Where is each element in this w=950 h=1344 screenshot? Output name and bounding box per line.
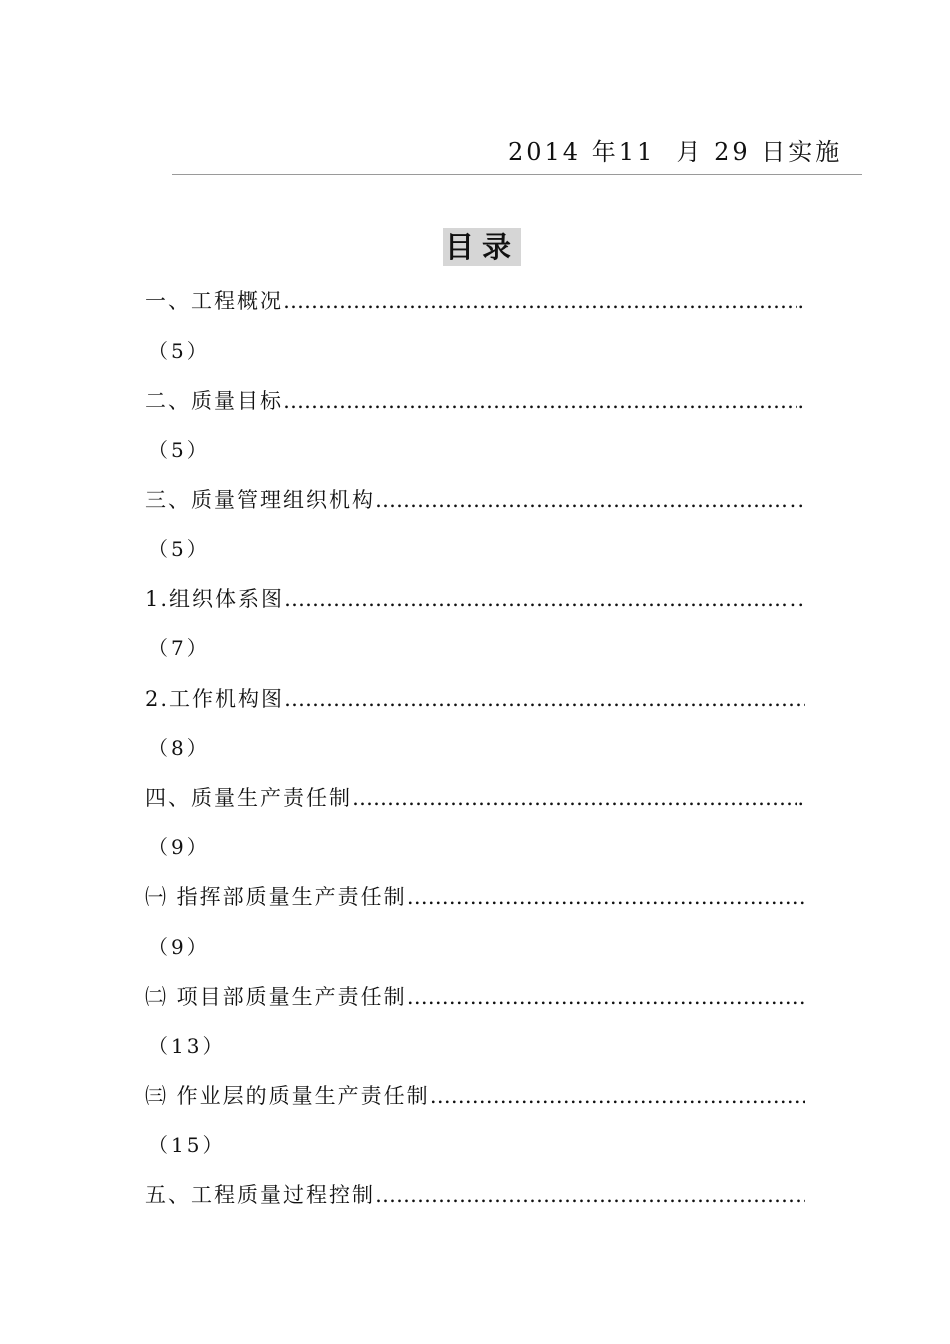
- toc-page-number: （9）: [148, 835, 210, 859]
- effective-date: 2014 年11 月 29 日实施: [508, 138, 843, 166]
- toc-title: 目录: [445, 230, 520, 264]
- toc-entry-label: 五、工程质量过程控制: [145, 1183, 375, 1207]
- toc-entry[interactable]: [145, 286, 805, 316]
- toc-leader-end: .: [797, 289, 805, 313]
- toc-page-number: （9）: [148, 935, 210, 959]
- toc-dot-leader: [407, 882, 805, 912]
- toc-page-number: （5）: [148, 537, 210, 561]
- toc-leader-end: ..: [789, 488, 805, 512]
- toc-dot-leader: [283, 386, 797, 416]
- toc-dot-leader: [375, 1180, 805, 1210]
- toc-entry[interactable]: [145, 1180, 805, 1210]
- toc-entry[interactable]: [145, 1081, 805, 1111]
- toc-entry[interactable]: [145, 386, 805, 416]
- toc-page-number: （7）: [148, 636, 210, 660]
- toc-page-number: （8）: [148, 736, 210, 760]
- toc-page-number: （13）: [148, 1034, 226, 1058]
- toc-dot-leader: [430, 1081, 805, 1111]
- toc-dot-leader: [407, 982, 805, 1012]
- toc-entry-label: 2.工作机构图: [145, 687, 285, 711]
- toc-entry-label: 二、质量目标: [145, 389, 283, 413]
- toc-entry-label: 一、工程概况: [145, 289, 283, 313]
- toc-dot-leader: [375, 485, 790, 515]
- toc-entry-label: ㈢ 作业层的质量生产责任制: [145, 1084, 430, 1108]
- toc-entry[interactable]: [145, 584, 805, 614]
- toc-leader-end: ..: [789, 587, 805, 611]
- toc-entry-label: ㈠ 指挥部质量生产责任制: [145, 885, 407, 909]
- toc-dot-leader: [283, 286, 797, 316]
- toc-leader-end: .: [797, 389, 805, 413]
- toc-entry[interactable]: [145, 882, 805, 912]
- toc-entry[interactable]: [145, 684, 805, 714]
- toc-page-number: （5）: [148, 339, 210, 363]
- toc-entry-label: ㈡ 项目部质量生产责任制: [145, 985, 407, 1009]
- toc-leader-end: .: [797, 786, 805, 810]
- toc-entry-label: 三、质量管理组织机构: [145, 488, 375, 512]
- toc-entry-label: 1.组织体系图: [145, 587, 285, 611]
- toc-dot-leader: [284, 584, 790, 614]
- toc-entry[interactable]: [145, 485, 805, 515]
- toc-entry-label: 四、质量生产责任制: [145, 786, 352, 810]
- toc-dot-leader: [284, 684, 805, 714]
- toc-page-number: （15）: [148, 1133, 226, 1157]
- toc-dot-leader: [352, 783, 797, 813]
- toc-entry[interactable]: [145, 783, 805, 813]
- toc-entry[interactable]: [145, 982, 805, 1012]
- toc-page-number: （5）: [148, 438, 210, 462]
